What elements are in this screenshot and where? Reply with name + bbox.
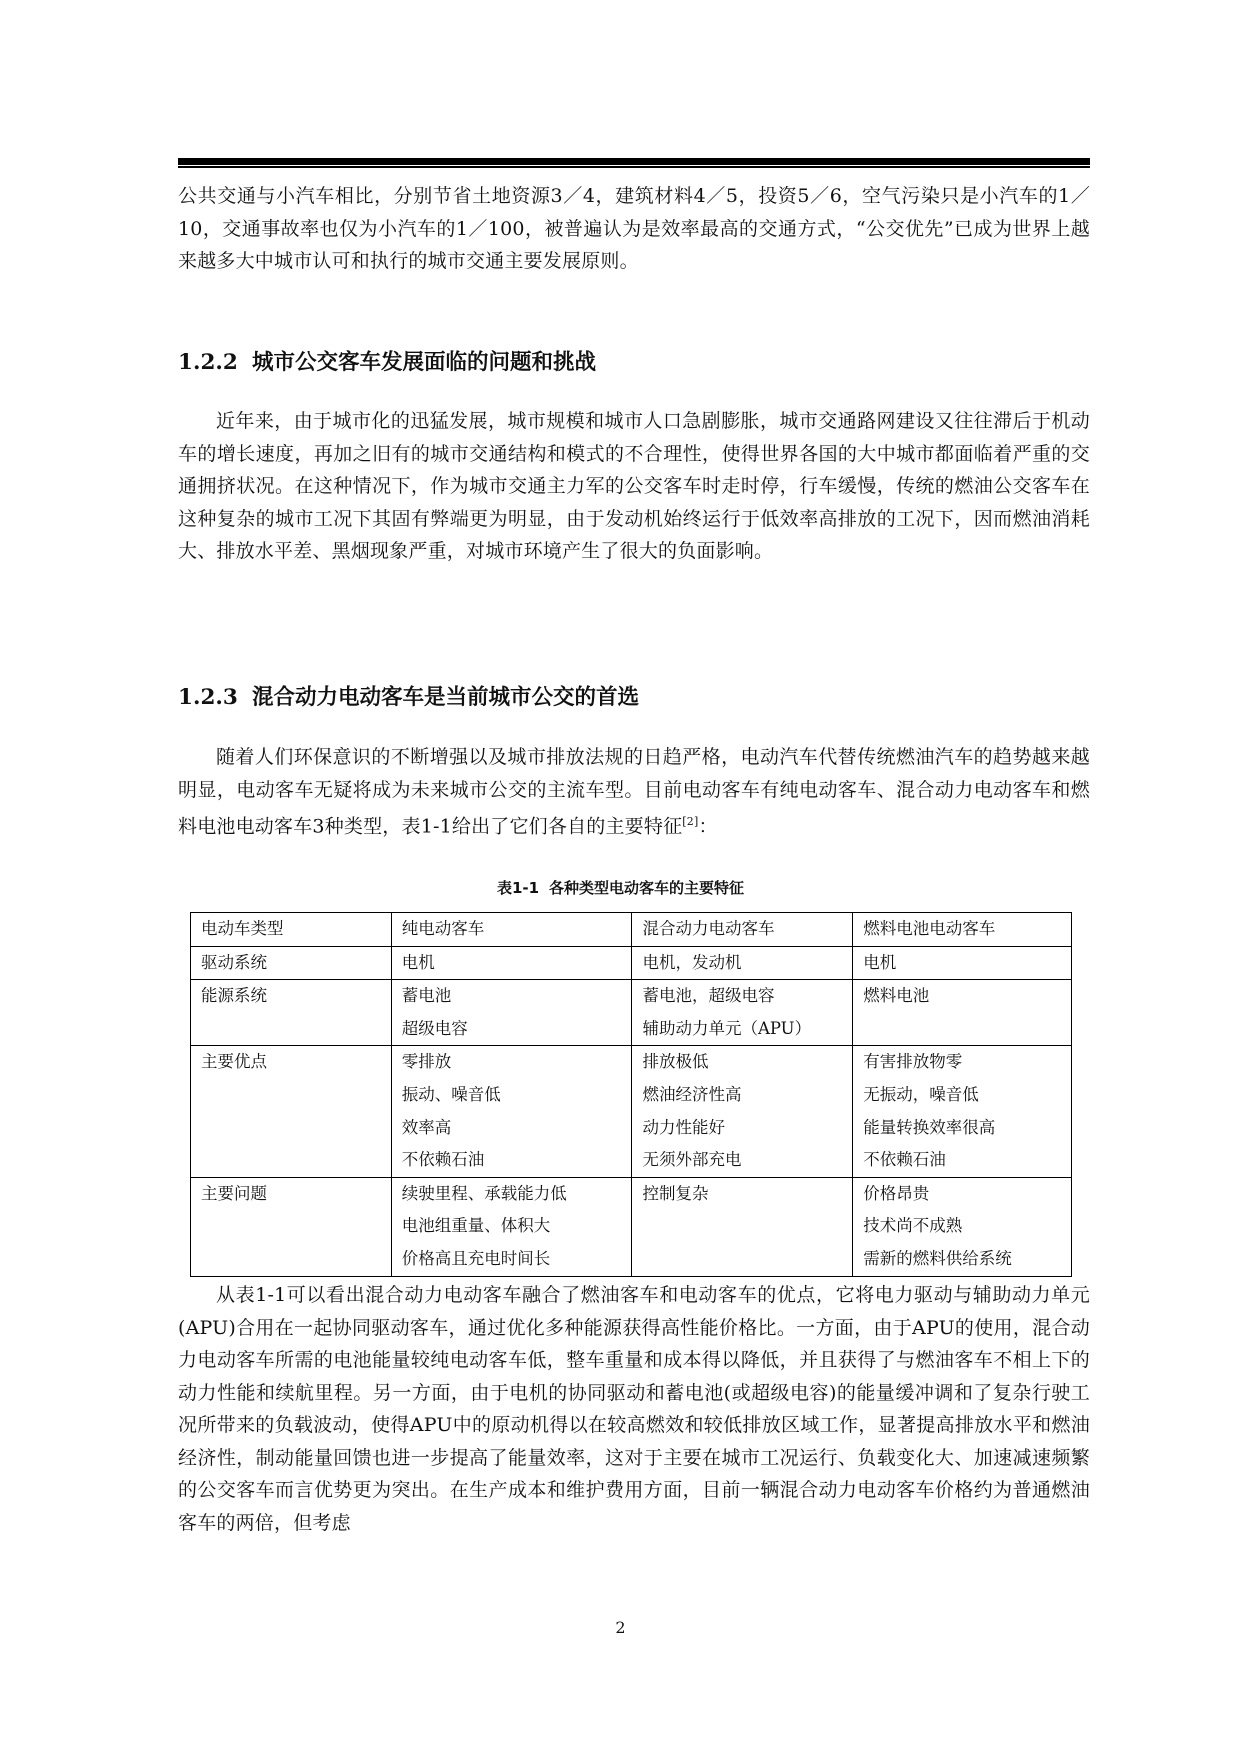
cell-line: 燃油经济性高 xyxy=(642,1084,742,1104)
table-cell xyxy=(853,946,1072,980)
table-cell xyxy=(391,1177,632,1276)
row-label: 主要问题 xyxy=(191,1177,392,1276)
section-title: 城市公交客车发展面临的问题和挑战 xyxy=(252,350,597,375)
section-1-2-2-body xyxy=(178,405,1090,568)
cell-line: 不依赖石油 xyxy=(401,1150,485,1170)
table-row xyxy=(191,1046,1072,1177)
table-caption xyxy=(0,877,1241,898)
table-caption-title: 各种类型电动客车的主要特征 xyxy=(549,879,745,897)
cell-line: 无振动，噪音低 xyxy=(863,1084,979,1104)
row-label: 能源系统 xyxy=(191,980,392,1046)
cell-line: 排放极低 xyxy=(642,1052,709,1072)
cell-line: 燃料电池 xyxy=(863,986,930,1006)
intro-paragraph-block xyxy=(178,180,1090,278)
table-cell xyxy=(391,980,632,1046)
cell-line: 动力性能好 xyxy=(642,1117,725,1137)
table-row xyxy=(191,1177,1072,1276)
section-number: 1.2.2 xyxy=(178,350,238,375)
table-cell xyxy=(853,1177,1072,1276)
cell-line: 价格高且充电时间长 xyxy=(401,1248,551,1268)
cell-line: 无须外部充电 xyxy=(642,1150,742,1170)
table-header-cell: 电动车类型 xyxy=(191,913,392,947)
row-label: 主要优点 xyxy=(191,1046,392,1177)
section-title: 混合动力电动客车是当前城市公交的首选 xyxy=(252,685,640,710)
features-table xyxy=(190,912,1072,1277)
cell-line: 蓄电池，超级电容 xyxy=(642,986,775,1006)
section-number: 1.2.3 xyxy=(178,685,238,710)
table-caption-number: 表1-1 xyxy=(496,879,540,897)
cell-line: 辅助动力单元（APU） xyxy=(642,1018,812,1038)
cell-line: 超级电容 xyxy=(401,1018,468,1038)
table-row xyxy=(191,946,1072,980)
cell-line: 技术尚不成熟 xyxy=(863,1216,963,1236)
cell-line: 能量转换效率很高 xyxy=(863,1117,996,1137)
header-rule xyxy=(178,158,1090,168)
table-cell xyxy=(853,1046,1072,1177)
row-label: 驱动系统 xyxy=(191,946,392,980)
page-number: 2 xyxy=(615,1618,626,1637)
table-cell xyxy=(391,1046,632,1177)
table-cell xyxy=(853,980,1072,1046)
table-row xyxy=(191,980,1072,1046)
cell-line: 电机 xyxy=(863,952,897,972)
section-heading-1-2-2 xyxy=(178,345,596,376)
cell-line: 蓄电池 xyxy=(401,986,452,1006)
citation: [2] xyxy=(682,815,699,828)
after-table-paragraph: 从表1-1可以看出混合动力电动客车融合了燃油客车和电动客车的优点，它将电力驱动与辅助动力单元(APU)合用在一起协同驱动客车，通过优化多种能源获得高性能价格比。一方面，由于APU的使用，混合动力电动客车所需的电池能量较纯电动客车低，整车重量和成本得以降低，并且获得了与燃油客车不相上下的动力性能和续航里程。另一方面，由于电机的协同驱动和蓄电池(或超级电容)的能量缓冲调和了复杂行驶工况所带来的负载波动，使得APU中的原动机得以在较高燃效和较低排放区域工作，显著提高排放水平和燃油经济性，制动能量回馈也进一步提高了能量效率，这对于主要在城市工况运行、负载变化大、加速减速频繁的公交客车而言优势更为突出。在生产成本和维护费用方面，目前一辆混合动力电动客车价格约为普通燃油客车的两倍，但考虑 xyxy=(178,1284,1090,1534)
cell-line: 电机，发动机 xyxy=(642,952,742,972)
table-header-cell: 混合动力电动客车 xyxy=(632,913,853,947)
table-header-row xyxy=(191,913,1072,947)
table-header-cell: 纯电动客车 xyxy=(391,913,632,947)
section-paragraph xyxy=(178,741,1090,843)
intro-paragraph: 公共交通与小汽车相比，分别节省土地资源3／4，建筑材料4／5，投资5／6，空气污染只是小汽车的1／10，交通事故率也仅为小汽车的1／100，被普遍认为是效率最高的交通方式，“公交优先”已成为世界上越来越多大中城市认可和执行的城市交通主要发展原则。 xyxy=(178,185,1090,272)
cell-line: 续驶里程、承载能力低 xyxy=(401,1183,567,1203)
cell-line: 价格昂贵 xyxy=(863,1183,930,1203)
table-cell xyxy=(632,1046,853,1177)
cell-line: 控制复杂 xyxy=(642,1183,709,1203)
cell-line: 需新的燃料供给系统 xyxy=(863,1248,1012,1268)
cell-line: 不依赖石油 xyxy=(863,1150,946,1170)
cell-line: 振动、噪音低 xyxy=(401,1084,501,1104)
cell-line: 零排放 xyxy=(401,1052,452,1072)
section-paragraph: 近年来，由于城市化的迅猛发展，城市规模和城市人口急剧膨胀，城市交通路网建设又往往滞后于机动车的增长速度，再加之旧有的城市交通结构和模式的不合理性，使得世界各国的大中城市都面临着严重的交通拥挤状况。在这种情况下，作为城市交通主力军的公交客车时走时停，行车缓慢，传统的燃油公交客车在这种复杂的城市工况下其固有弊端更为明显，由于发动机始终运行于低效率高排放的工况下，因而燃油消耗大、排放水平差、黑烟现象严重，对城市环境产生了很大的负面影响。 xyxy=(178,410,1090,562)
table-cell xyxy=(632,980,853,1046)
table-header-cell: 燃料电池电动客车 xyxy=(853,913,1072,947)
cell-line: 效率高 xyxy=(401,1117,452,1137)
after-table-paragraph-block xyxy=(178,1279,1090,1539)
cell-line: 电池组重量、体积大 xyxy=(401,1216,551,1236)
section-paragraph-text: 随着人们环保意识的不断增强以及城市排放法规的日趋严格，电动汽车代替传统燃油汽车的趋势越来越明显，电动客车无疑将成为未来城市公交的主流车型。目前电动客车有纯电动客车、混合动力电动客车和燃料电池电动客车3种类型，表1-1给出了它们各自的主要特征 xyxy=(178,746,1090,838)
section-heading-1-2-3 xyxy=(178,680,639,711)
cell-line: 有害排放物零 xyxy=(863,1052,963,1072)
section-paragraph-end: ： xyxy=(698,815,718,838)
table-cell xyxy=(632,946,853,980)
table-cell xyxy=(632,1177,853,1276)
section-1-2-3-body xyxy=(178,741,1090,843)
table-cell xyxy=(391,946,632,980)
cell-line: 电机 xyxy=(401,952,435,972)
